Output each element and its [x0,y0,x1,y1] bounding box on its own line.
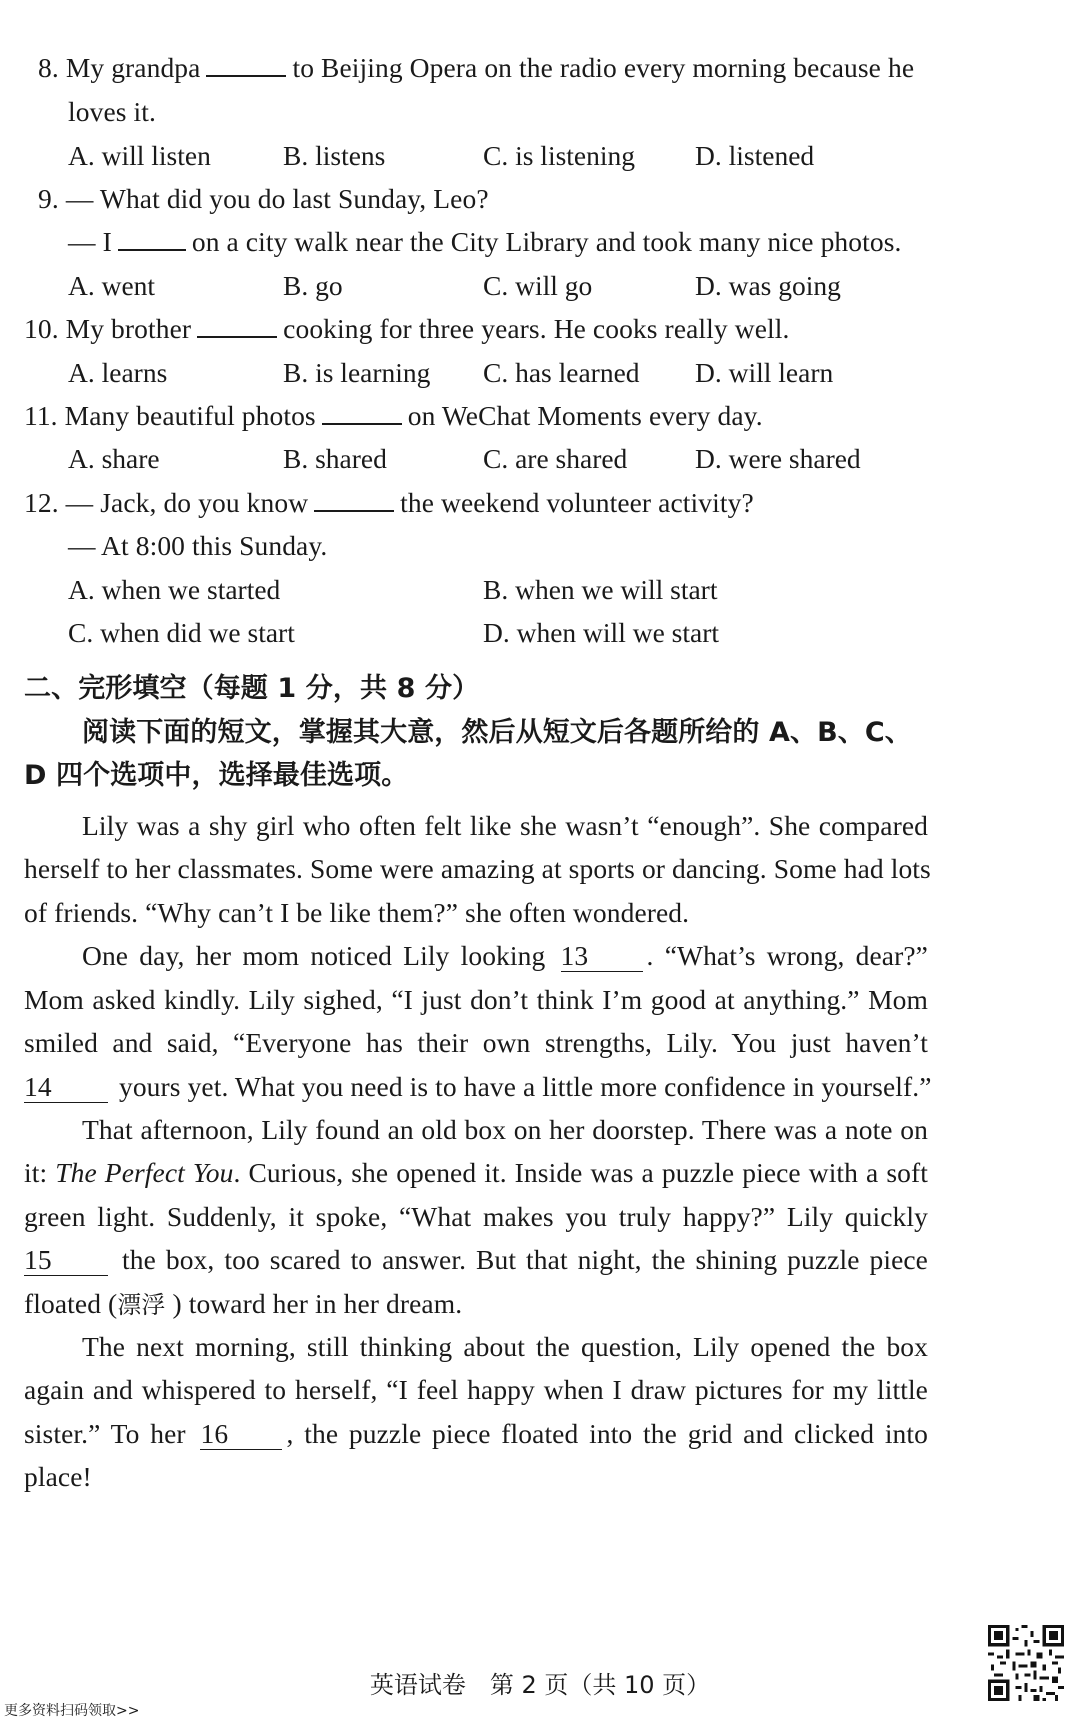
question-11: 11. Many beautiful photos on WeChat Moments every day. [24,400,763,431]
section-title: 二、完形填空（每题 1 分，共 8 分） [24,673,480,704]
option-a: A. when we started [68,574,281,605]
passage-line: green light. Suddenly, it spoke, “What makes you truly happy?” Lily quickly [24,1201,928,1232]
passage-line: of friends. “Why can’t I be like them?” she often wondered. [24,897,690,928]
question-9: 9. — What did you do last Sunday, Leo? [38,183,489,214]
passage-line: again and whispered to herself, “I feel happy when I draw pictures for my little [24,1374,928,1405]
passage-line: Mom asked kindly. Lily sighed, “I just don’t think I’m good at anything.” Mom [24,984,928,1015]
passage-line: 15 the box, too scared to answer. But that night, the shining puzzle piece [24,1244,928,1275]
option-d: D. was going [695,270,841,301]
section-instruction-cont: D 四个选项中，选择最佳选项。 [24,760,409,791]
option-a: A. went [68,270,156,301]
option-c: C. is listening [483,140,636,171]
option-b: B. when we will start [483,574,718,605]
question-number: 10. [24,313,59,344]
section-instruction: 阅读下面的短文，掌握其大意，然后从短文后各题所给的 A、B、C、 [82,717,912,748]
passage-line: One day, her mom noticed Lily looking 13 . “What’s wrong, dear?” [82,940,928,971]
option-c: C. are shared [483,443,628,474]
question-8-continuation: loves it. [68,96,156,127]
answer-blank [118,227,186,251]
passage-line: it: The Perfect You. Curious, she opened it. Inside was a puzzle piece with a soft [24,1157,928,1188]
option-d: D. listened [695,140,815,171]
option-a: A. share [68,443,160,474]
cloze-blank-13: 13 [561,941,643,972]
answer-blank [206,53,286,77]
option-d: D. when will we start [483,617,719,648]
cloze-blank-14: 14 [24,1072,108,1103]
option-b: B. shared [283,443,387,474]
option-c: C. when did we start [68,617,295,648]
question-10: 10. My brother cooking for three years. He cooks really well. [24,313,790,344]
page-footer: 英语试卷 第 2 页（共 10 页） [369,1671,711,1699]
option-c: C. will go [483,270,593,301]
question-12: 12. — Jack, do you know the weekend volunteer activity? [24,487,754,518]
option-a: A. learns [68,357,168,388]
passage-line: 14 yours yet. What you need is to have a little more confidence in yourself.” [24,1071,932,1102]
question-number: 12. [24,487,59,518]
promo-text: 更多资料扫码领取>> [4,1703,140,1719]
answer-blank [314,488,394,512]
answer-blank [197,314,277,338]
passage-line: place! [24,1461,92,1492]
answer-blank [322,401,402,425]
option-c: C. has learned [483,357,640,388]
cloze-blank-16: 16 [200,1419,282,1450]
option-b: B. go [283,270,343,301]
passage-line: Lily was a shy girl who often felt like she wasn’t “enough”. She compared [82,810,928,841]
passage-line: herself to her classmates. Some were amazing at sports or dancing. Some had lots [24,853,931,884]
option-b: B. is learning [283,357,431,388]
option-b: B. listens [283,140,386,171]
option-d: D. were shared [695,443,861,474]
passage-line: sister.” To her 16 , the puzzle piece floated into the grid and clicked into [24,1418,929,1449]
passage-line: The next morning, still thinking about the question, Lily opened the box [82,1331,928,1362]
question-9-answer-line: — I on a city walk near the City Library and took many nice photos. [68,226,902,257]
passage-line: floated (漂浮 ) toward her in her dream. [24,1288,463,1319]
question-8: 8. My grandpa to Beijing Opera on the radio every morning because he [38,52,915,83]
question-number: 8. [38,52,59,83]
passage-line: That afternoon, Lily found an old box on her doorstep. There was a note on [82,1114,928,1145]
qr-code-icon[interactable] [988,1625,1064,1701]
option-a: A. will listen [68,140,211,171]
question-number: 9. [38,183,59,214]
cloze-blank-15: 15 [24,1245,108,1276]
note-title: The Perfect You [55,1157,234,1188]
option-d: D. will learn [695,357,834,388]
question-number: 11. [24,400,58,431]
question-12-reply: — At 8:00 this Sunday. [68,530,328,561]
passage-line: smiled and said, “Everyone has their own strengths, Lily. You just haven’t [24,1027,928,1058]
